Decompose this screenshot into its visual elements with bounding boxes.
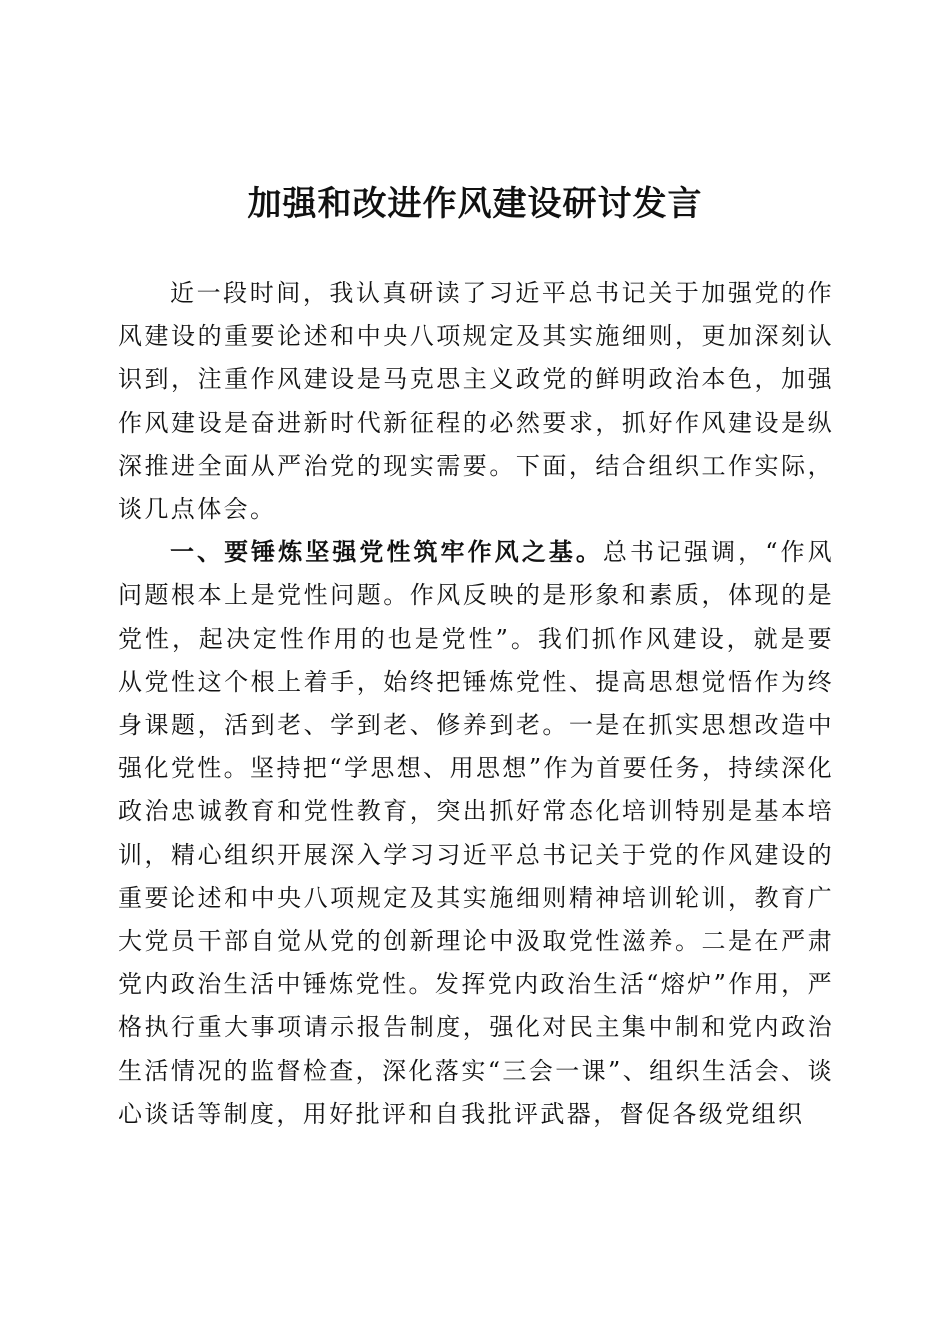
- document-body: [118, 272, 834, 1136]
- paragraph-section-one: [118, 531, 834, 1136]
- paragraph-intro: [118, 272, 834, 531]
- paragraph-text: 总书记强调，“作风问题根本上是党性问题。作风反映的是形象和素质，体现的是党性，起决定性作用的也是党性”。我们抓作风建设，就是要从党性这个根上着手，始终把锤炼党性、提高思想觉悟作为终身课题，活到老、学到老、修养到老。一是在抓实思想改造中强化党性。坚持把“学思想、用思想”作为首要任务，持续深化政治忠诚教育和党性教育，突出抓好常态化培训特别是基本培训，精心组织开展深入学习习近平总书记关于党的作风建设的重要论述和中央八项规定及其实施细则精神培训轮训，教育广大党员干部自觉从党的创新理论中汲取党性滋养。二是在严肃党内政治生活中锤炼党性。发挥党内政治生活“熔炉”作用，严格执行重大事项请示报告制度，强化对民主集中制和党内政治生活情况的监督检查，深化落实“三会一课”、组织生活会、谈心谈话等制度，用好批评和自我批评武器，督促各级党组织: [118, 538, 834, 1128]
- document-title: 加强和改进作风建设研讨发言: [247, 184, 703, 224]
- section-heading: 一、要锤炼坚强党性筑牢作风之基。: [170, 538, 603, 567]
- paragraph-text: 近一段时间，我认真研读了习近平总书记关于加强党的作风建设的重要论述和中央八项规定及其实施细则，更加深刻认识到，注重作风建设是马克思主义政党的鲜明政治本色，加强作风建设是奋进新时代新征程的必然要求，抓好作风建设是纵深推进全面从严治党的现实需要。下面，结合组织工作实际，谈几点体会。: [118, 279, 834, 524]
